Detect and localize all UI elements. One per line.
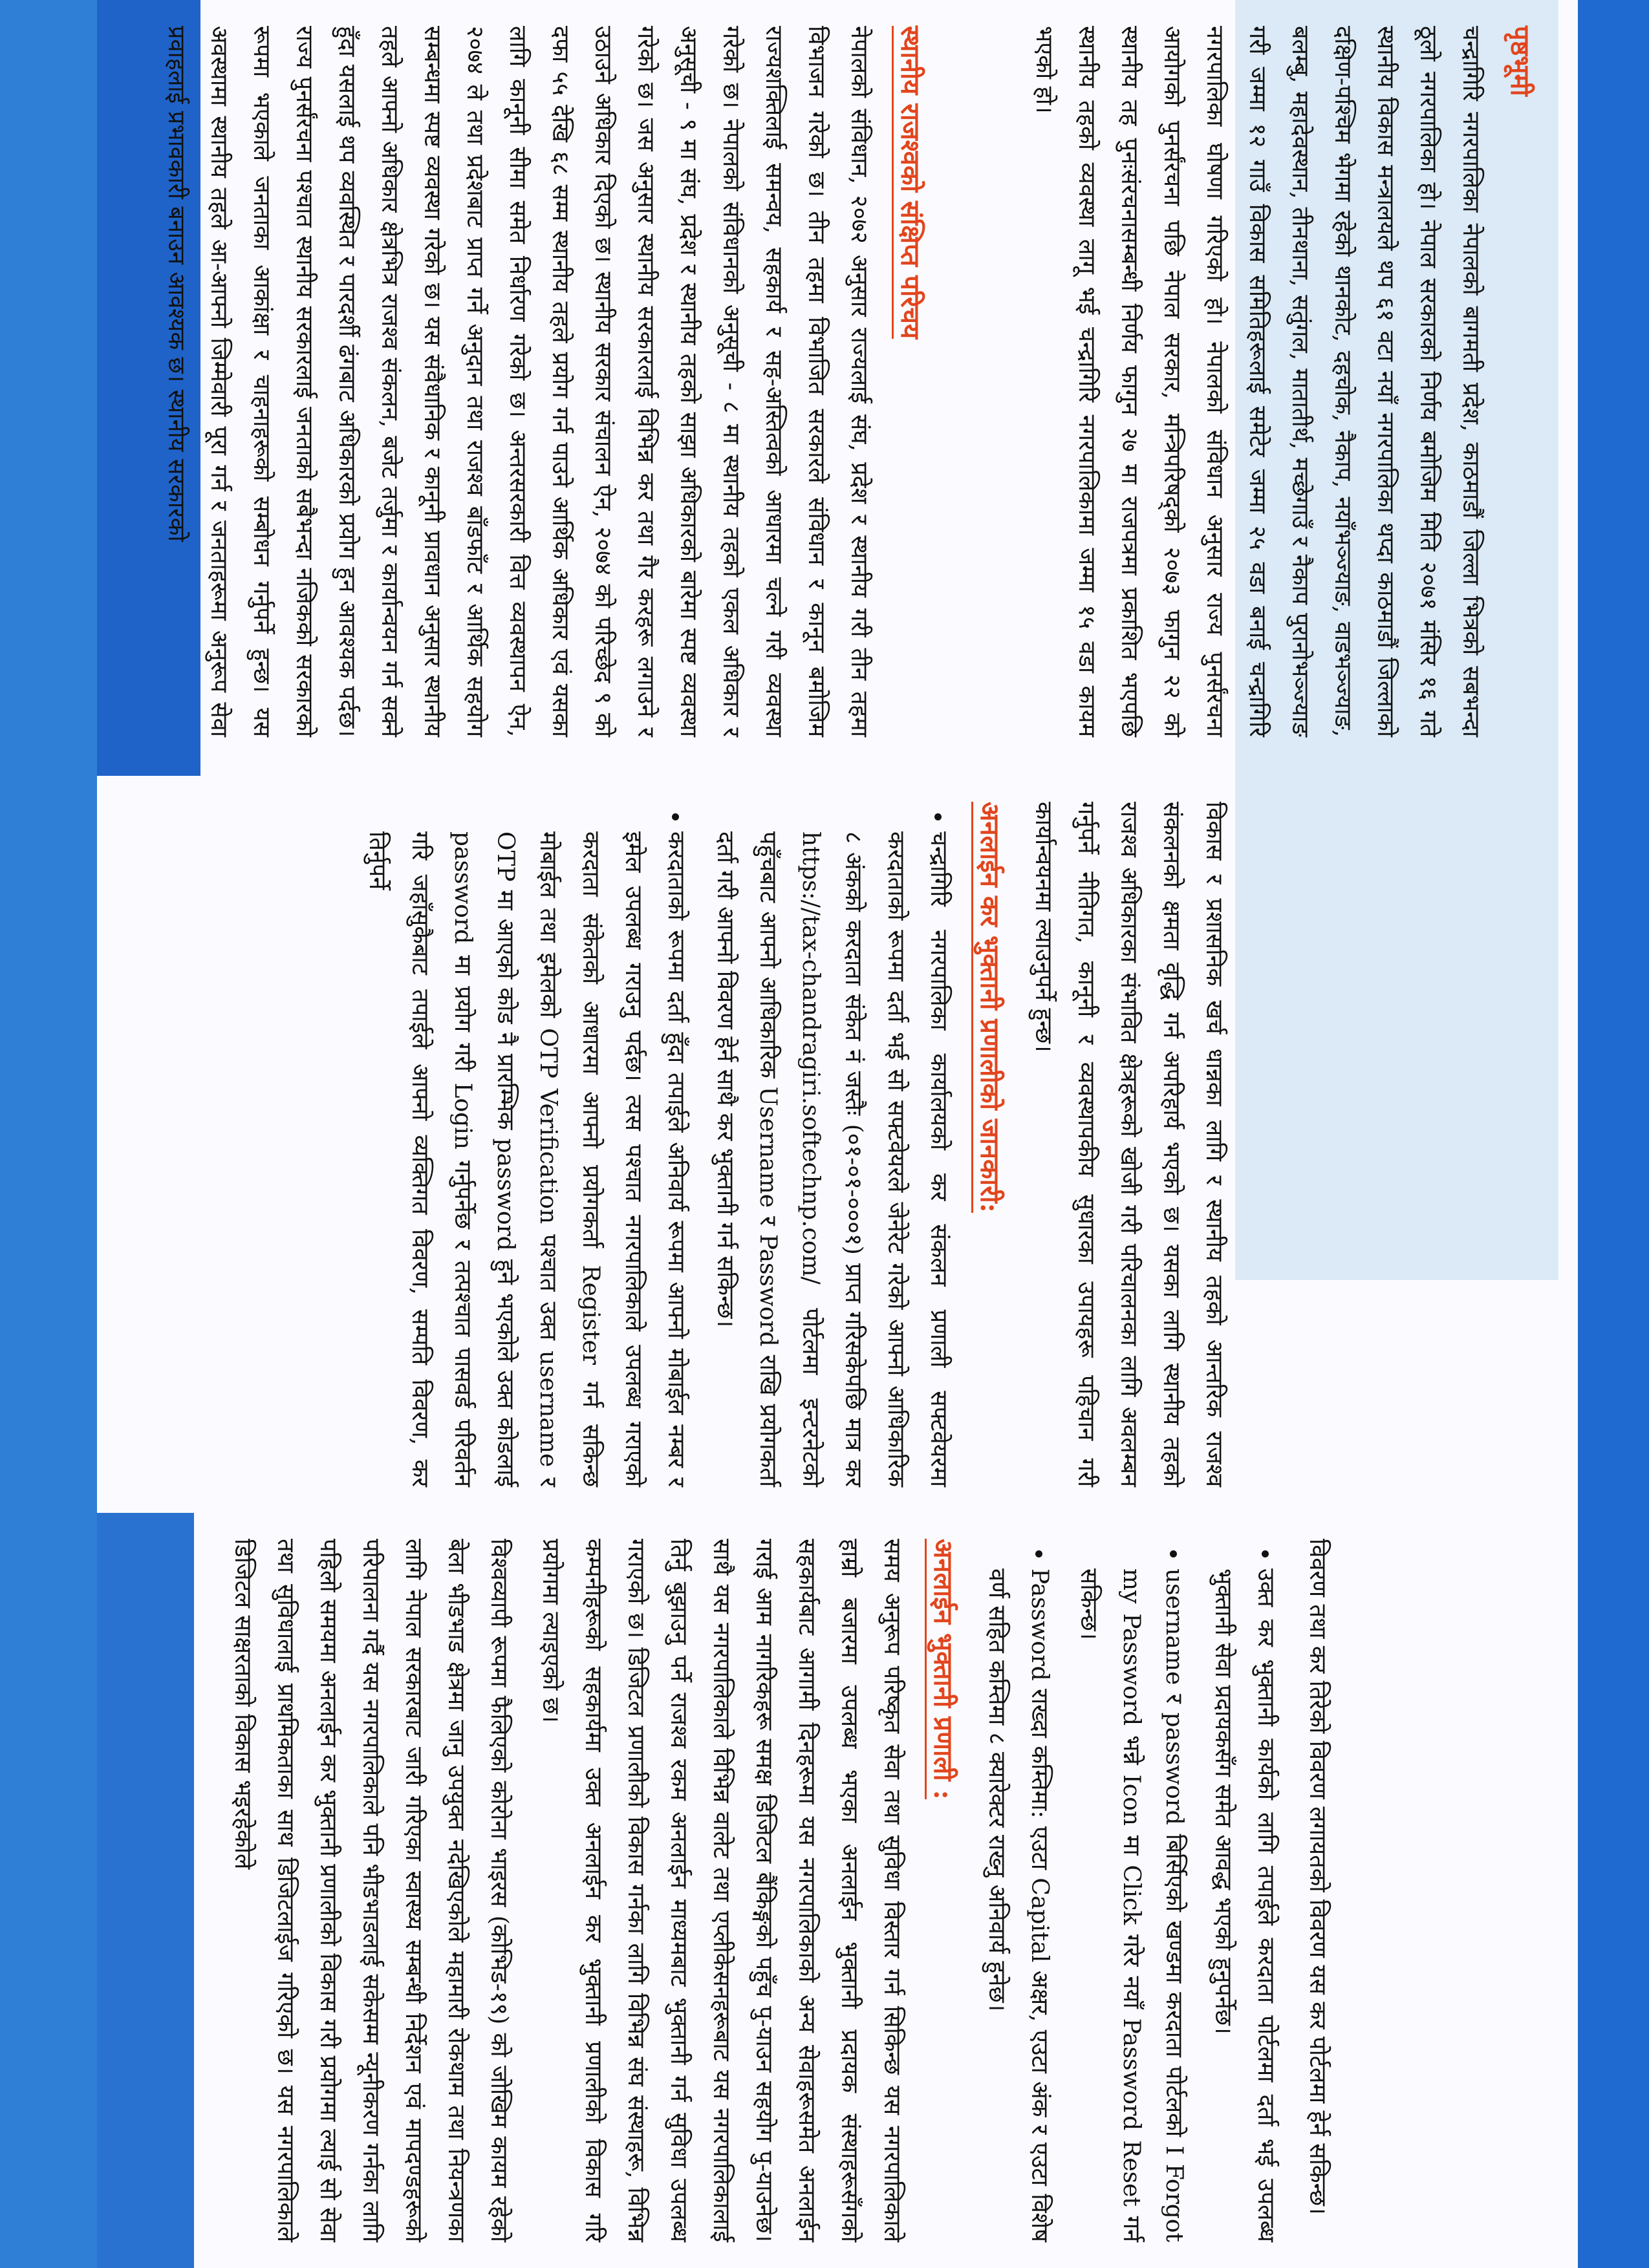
online-payment-bullet-3: • उक्त कर भुक्तानी कार्यको लागि तपाईले करदाता पोर्टलमा दर्ता भई उपलब्ध भुक्तानी सेवा प्रदायकसँग समेत आवद्ध भएको हुनुपर्नेछ। [1202, 1568, 1287, 2242]
online-payment-bullets [975, 1539, 1287, 2242]
online-payment-bullet-4: • username र password बिर्सिएको खण्डमा करदाता पोर्टलको I Forgot my Password भन्ने Icon मा Click गरेर नयाँ Password Reset गर्न सकिन्छ। [1067, 1568, 1195, 2242]
scan-right-blue-edge [1578, 0, 1649, 2268]
online-payment-para-1: समय अनुरूप परिष्कृत सेवा तथा सुविधा विस्तार गर्न सिकिन्छ यस नगरपालिकाले हाम्रो बजारमा उपलब्ध भएका अनलाईन भुक्तानी प्रदायक संस्थाहरूसँगको सहकार्यबाट आगामी दिनहरूमा यस नगरपालिकाको अन्य सेवाहरूसमेत अनलाईन गराई आम नागरिकहरू समक्ष डिजिटल बैंकिङ्गको पहुँच पु-याउन सहयोग पु-याउनेछ। साथै यस नगरपालिकाले विभिन्न वालेट तथा एप्लीकेसनहरूबाट यस नगरपालिकालाई तिर्नु बुझाउनु पर्ने राजश्व रकम अनलाईन माध्यमबाट भुक्तानी गर्न सुविधा उपलब्ध गराएको छ। डिजिटल प्रणालीको विकास गर्नका लागि विभिन्न संघ संस्थाहरू, विभिन्न कम्पनीहरूको सहकार्यमा उक्त अनलाईन कर भुक्तानी प्रणालीको विकास गरि प्रयोगमा ल्याइएको छ। [537, 1539, 905, 2242]
online-tax-bullet-2: • करदाताको रूपमा दर्ता हुँदा तपाईले अनिवार्य रूपमा आफ्नो मोबाईल नम्बर र इमेल उपलब्ध गराउनु पर्दछ। त्यस पश्चात नगरपालिकाले उपलब्ध गराएको करदाता संकेतको आधारमा आफ्नो प्रयोगकर्ता Register गर्न सकिन्छ मोबाईल तथा इमेलको OTP Verification पश्चात उक्त username र OTP मा आएको कोड नै प्रारम्भिक password हुने भएकोले उक्त कोडलाई password मा प्रयोग गरी Login गर्नुपर्नेछ र तत्पश्चात पासवर्ड परिवर्तन गरि जहाँसुकैबाट तपाईले आफ्नो व्यक्तिगत विवरण, सम्पति विवरण, कर तिर्नुपर्ने [356, 831, 697, 1487]
online-tax-info-list [356, 802, 960, 1487]
online-tax-bullet-1: • चन्द्रागिरि नगरपालिका कार्यालयको कर संकलन प्रणाली सफ्टवेयरमा करदाताको रूपमा दर्ता भई सो सफ्टवेयरले जेनेरेट गरेको आफ्नो आधिकारिक ८ अंकको करदाता संकेत नं जस्तैः (०१-०१-०००१) प्राप्त गरिसकेपछि मात्र कर https://tax-chandragiri.softechnp.com/ पोर्टलमा इन्टरनेटको पहुँचबाट आफ्नो आधिकारिक Username र Password राखि प्रयोगकर्ता दर्ता गरी आफ्नो विवरण हेर्न साथै कर भुक्तानी गर्न सकिन्छ। [704, 831, 960, 1487]
online-payment-continuation: विवरण तथा कर तिरेको विवरण लगायतको विवरण यस कर पोर्टलमा हेर्न सकिन्छ। [1304, 1539, 1331, 2215]
panel-blue-band-right [97, 1513, 194, 2268]
background-title: पृष्ठभूमी [1505, 26, 1535, 96]
panel-online-payment [97, 1513, 1578, 2268]
online-tax-info-title: अनलाईन कर भुक्तानी प्रणालीको जानकारी: [971, 802, 1009, 1213]
online-payment-bullet-5: • Password राख्दा कम्तिमा: एउटा Capital अक्षर, एउटा अंक र एउटा विशेष वर्ण सहित कम्तिमा ८ क्यारेक्टर राख्नु अनिवार्य हुनेछ। [975, 1568, 1061, 2242]
panel-online-tax-info [97, 776, 1578, 1513]
online-payment-title: अनलाईन भुक्तानी प्रणाली : [925, 1539, 962, 1799]
online-payment-para-2: विश्वव्यापी रूपमा फैलिएको कोरोना भाइरस (कोभिड-१९) को जोखिम कायम रहेको बेला भीडभाड क्षेत्रमा जानु उपयुक्त नदेखिएकोले महामारी रोकथाम तथा नियन्त्रणका लागि नेपाल सरकारबाट जारी गरिएका स्वास्थ्य सम्बन्धी निर्देशन एवं मापदण्डहरूको परिपालना गर्दै यस नगरपालिकाले पनि भीडभाडलाई सकेसम्म न्यूनीकरण गर्नका लागि पहिलो समयमा अनलाईन कर भुक्तानी प्रणालीको विकास गरी प्रयोगमा ल्याई सो सेवा तथा सुविधालाई प्राथमिकताका साथ डिजिटलाईज गरिएको छ। यस नगरपालिकाले डिजिटल साक्षरताको विकास भइरहेकोले [230, 1539, 512, 2242]
panel-background-and-intro [97, 0, 1578, 776]
scan-left-blue-edge [0, 0, 97, 2268]
brochure-sheet [97, 0, 1578, 2268]
background-paragraph: चन्द्रागिरि नगरपालिका नेपालको बागमती प्रदेश, काठमाडौं जिल्ला भित्रको सबभन्दा ठूलो नगरपालिका हो। नेपाल सरकारको निर्णय बमोजिम मिति २०७१ मंसिर १६ गते स्थानीय विकास मन्त्रालयले थप ६१ वटा नयाँ नगरपालिका थप्दा काठमाडौं जिल्लाको दक्षिण-पश्चिम भेगमा रहेको थानकोट, दहचोक, नैकाप, नयाँभञ्ज्याङ, वाडभञ्ज्याङ, बलम्बु, महादेवस्थान, तीनथाना, सतुंगल, मातातीर्थ, मच्छेगाउँ र नैकाप पुरानोभञ्ज्याङ गरी जम्मा १२ गाउँ विकास समितिहरूलाई समेटेर जम्मा २५ वडा बनाई चन्द्रागिरि नगरपालिका घोषणा गरिएको हो। नेपालको संविधान अनुसार राज्य पुनर्संरचना आयोगको पुनर्संरचना पछि नेपाल सरकार, मन्त्रिपरिषद्‌को २०७३ फागुन २२ को स्थानीय तह पुनःसंरचनासम्बन्धी निर्णय फागुन २७ मा राजपत्रमा प्रकाशित भएपछि स्थानीय तहको व्यवस्था लागू भई चन्द्रागिरि नगरपालिकामा जम्मा १५ वडा कायम भएको हो। [1031, 26, 1484, 737]
revenue-intro-title: स्थानीय राजश्वको संक्षिप्त परिचय [892, 26, 929, 339]
revenue-intro-paragraph: नेपालको संविधान, २०७२ अनुसार राज्यलाई संघ, प्रदेश र स्थानीय गरी तीन तहमा विभाजन गरेको छ। तीन तहमा विभाजित सरकारले संविधान र कानून बमोजिम राज्यशक्तिलाई समन्वय, सहकार्य र सह-अस्तित्वको आधारमा चल्ने गरी व्यवस्था गरेको छ। नेपालको संविधानको अनुसूची - ८ मा स्थानीय तहको एकल अधिकार र अनुसूची - ९ मा संघ, प्रदेश र स्थानीय तहको साझा अधिकारको बारेमा स्पष्ट व्यवस्था गरेको छ। जस अनुसार स्थानीय सरकारलाई विभिन्न कर तथा गैर करहरू लगाउने र उठाउने अधिकार दिएको छ। स्थानीय सरकार संचालन ऐन, २०७४ को परिच्छेद ९ को दफा ५५ देखि ६८ सम्म स्थानीय तहले प्रयोग गर्न पाउने आर्थिक अधिकार एवं यसका लागि कानूनी सीमा समेत निर्धारण गरेको छ। अन्तरसरकारी वित्त व्यवस्थापन ऐन, २०७४ ले तथा प्रदेशबाट प्राप्त गर्ने अनुदान तथा राजश्व बाँडफाँट र आर्थिक सहयोग सम्बन्धमा स्पष्ट व्यवस्था गरेको छ। यस संवैधानिक र कानूनी प्रावधान अनुसार स्थानीय तहले आफ्नो अधिकार क्षेत्रभित्र राजश्व संकलन, बजेट तर्जुमा र कार्यान्वयन गर्न सक्ने हुँदा यसलाई थप व्यवस्थित र पारदर्शी ढंगबाट अधिकारको प्रयोग हुन आवश्यक पर्दछ। राज्य पुनर्संरचना पश्चात स्थानीय सरकारलाई जनताको सबैभन्दा नजिकको सरकारको रूपमा भएकाले जनताका आकांक्षा र चाहनाहरूको सम्बोधन गर्नुपर्ने हुन्छ। यस अवस्थामा स्थानीय तहले आ-आफ्नो जिम्मेवारी पूरा गर्न र जनताहरूमा अनुरूप सेवा प्रवाहलाई प्रभावकारी बनाउन आवश्यक छ। स्थानीय सरकारको [163, 26, 872, 737]
online-tax-lead: विकास र प्रशासनिक खर्च धान्नका लागि र स्थानीय तहको आन्तरिक राजश्व संकलनको क्षमता वृद्धि गर्न अपरिहार्य भएको छ। यसका लागि स्थानीय तहको राजश्व अधिकारका संभावित क्षेत्रहरूको खोजी गरी परिचालनका लागि अवलम्बन गर्नुपर्ने नीतिगत, कानूनी र व्यवस्थापकीय सुधारका उपायहरू पहिचान गरी कार्यान्वयनमा ल्याउनुपर्ने हुन्छ। [1030, 802, 1227, 1487]
